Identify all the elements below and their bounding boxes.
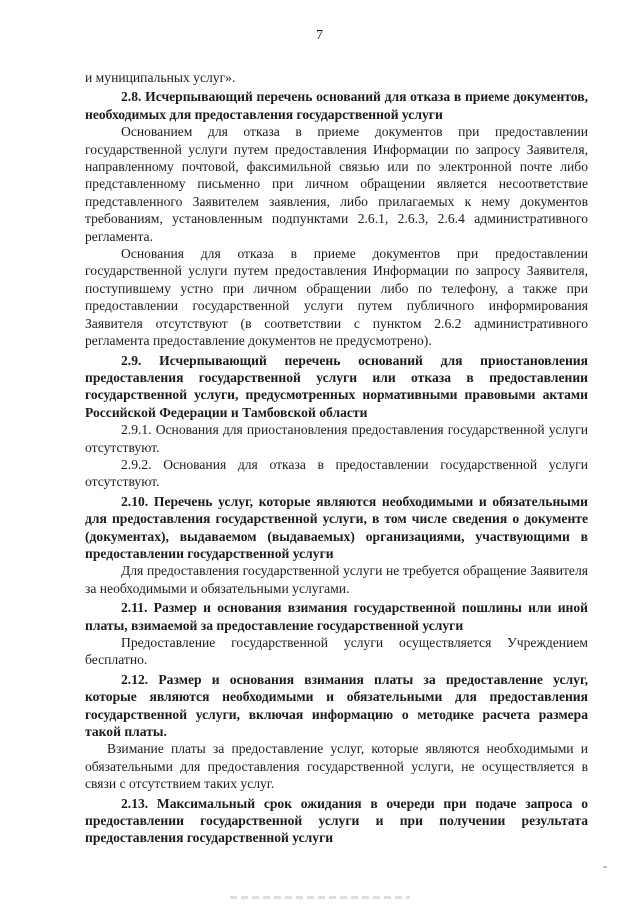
- section-heading-2-11: 2.11. Размер и основания взимания государственной пошлины или иной платы, взимаемой за предоставление государственной услуги: [85, 600, 588, 633]
- paragraph-2-11: Предоставление государственной услуги осуществляется Учреждением бесплатно.: [85, 635, 588, 668]
- section-heading-2-9: 2.9. Исчерпывающий перечень оснований для приостановления предоставления государственной услуги или отказа в предоставлении государственной услуги, предусмотренных нормативными правовыми актами Российской Федерации и Тамбовской области: [85, 352, 588, 420]
- paragraph-2-9-1: 2.9.1. Основания для приостановления предоставления государственной услуги отсутствуют.: [85, 422, 588, 455]
- scan-artifact-footer: [230, 896, 410, 899]
- document-body: [85, 69, 588, 847]
- paragraph-2-8-grounds: Основанием для отказа в приеме документов при предоставлении государственной услуги путем предоставления Информации по запросу Заявителя, направленному почтовой, факсимильной связью или по электронной почте либо представленному письменно при личном обращении является несоответствие представленного Заявителем заявления, либо прилагаемых к нему документов требованиям, установленным подпунктами 2.6.1, 2.6.3, 2.6.4 административного регламента.: [85, 124, 588, 244]
- section-heading-2-8: 2.8. Исчерпывающий перечень оснований для отказа в приеме документов, необходимых для предоставления государственной услуги: [85, 89, 588, 122]
- page-number: 7: [316, 28, 323, 43]
- paragraph-continuation: и муниципальных услуг».: [85, 70, 236, 85]
- paragraph-2-12: Взимание платы за предоставление услуг, которые являются необходимыми и обязательными для предоставления государственной услуги, не осуществляется в связи с отсутствием таких услуг.: [85, 741, 588, 792]
- paragraph-2-8-no-grounds: Основания для отказа в приеме документов при предоставлении государственной услуги путем предоставления Информации по запросу Заявителя, поступившему устно при личном обращении либо по телефону, а также при предоставлении государственной услуги путем публичного информирования Заявителя отсутствуют (в соответствии с пунктом 2.6.2 административного регламента предоставление документов не предусмотрено).: [85, 246, 588, 349]
- section-heading-2-12: 2.12. Размер и основания взимания платы за предоставление услуг, которые являются необходимыми и обязательными для предоставления государственной услуги, включая информацию о методике расчета размера такой платы.: [85, 671, 588, 740]
- paragraph-2-10: Для предоставления государственной услуги не требуется обращение Заявителя за необходимыми и обязательными услугами.: [85, 563, 588, 596]
- scan-artifact-dot: [603, 866, 607, 868]
- paragraph-2-9-2: 2.9.2. Основания для отказа в предоставлении государственной услуги отсутствуют.: [85, 456, 588, 490]
- section-heading-2-10: 2.10. Перечень услуг, которые являются необходимыми и обязательными для предоставления государственной услуги, в том числе сведения о документе (документах), выдаваемом (выдаваемых) организациями, участвующими в предоставлении государственной услуги: [85, 493, 588, 561]
- section-heading-2-13: 2.13. Максимальный срок ожидания в очереди при подаче запроса о предоставлении государственной услуги и при получении результата предоставления государственной услуги: [85, 795, 588, 846]
